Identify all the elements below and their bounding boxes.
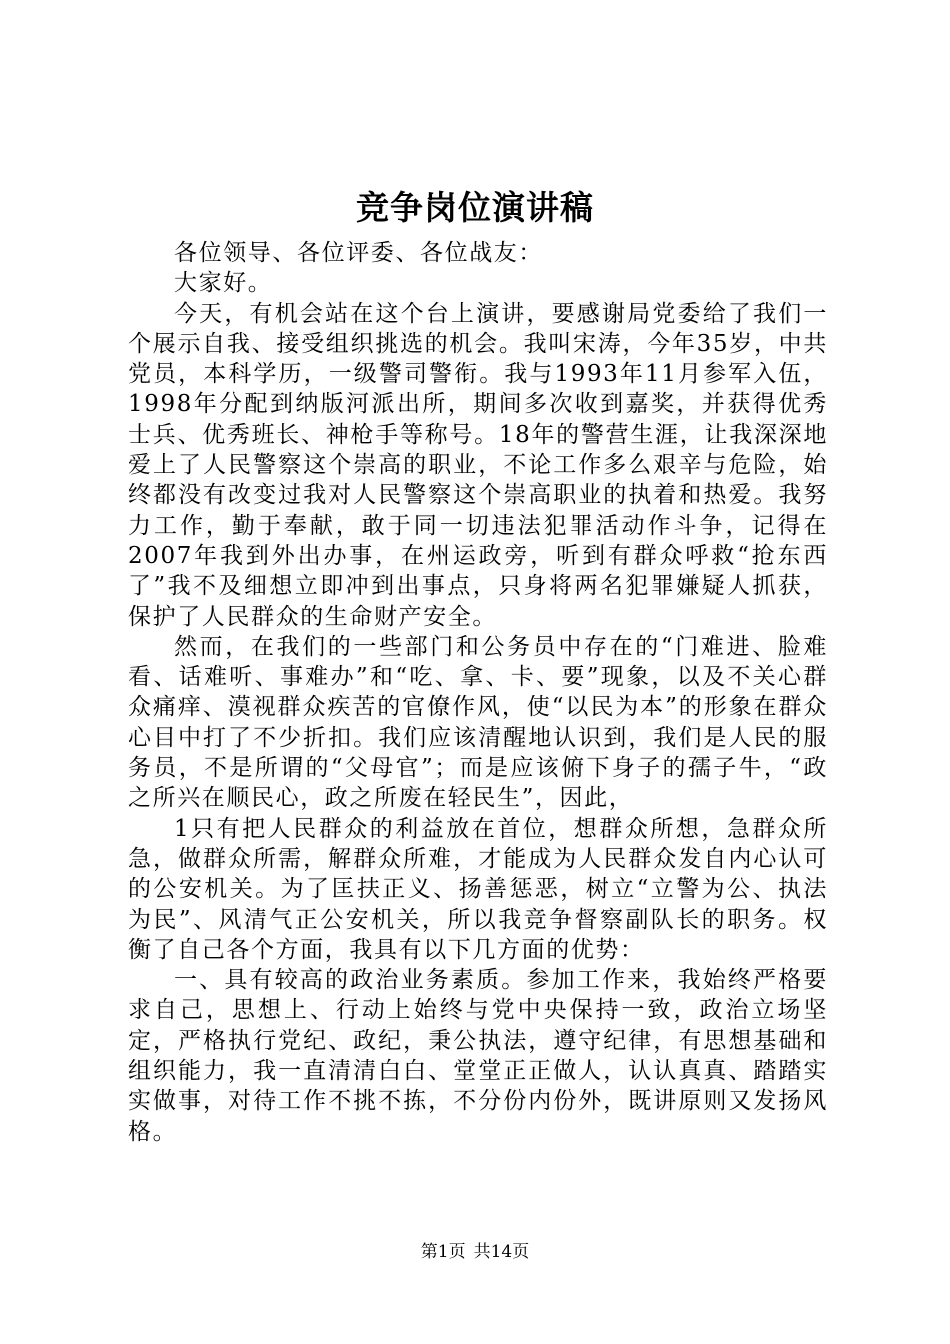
greeting-paragraph: 大家好。 [174,270,273,297]
body-paragraph: 然而，在我们的一些部门和公务员中存在的“门难进、脸难看、话难听、事难办”和“吃、拿、卡、要”现象，以及不关心群众痛痒、漠视群众疾苦的官僚作风，使“以民为本”的形象在群众心目中打了不少折扣。我们应该清醒地认识到，我们是人民的服务员，不是所谓的“父母官”；而是应该俯下身子的孺子牛，“政之所兴在顺民心，政之所废在轻民生”，因此， [128,633,828,812]
page-number: 第1页 [420,1242,466,1262]
body-paragraph: 1只有把人民群众的利益放在首位，想群众所想，急群众所急，做群众所需，解群众所难，才能成为人民群众发自内心认可的公安机关。为了匡扶正义、扬善惩恶，树立“立警为公、执法为民”、风清气正公安机关，所以我竞争督察副队长的职务。权衡了自己各个方面，我具有以下几方面的优势： [128,815,828,963]
document-body [128,238,828,1147]
document-title: 竞争岗位演讲稿 [356,188,594,227]
body-paragraph: 今天，有机会站在这个台上演讲，要感谢局党委给了我们一个展示自我、接受组织挑选的机会。我叫宋涛，今年35岁，中共党员，本科学历，一级警司警衔。我与1993年11月参军入伍，1998年分配到纳版河派出所，期间多次收到嘉奖，并获得优秀士兵、优秀班长、神枪手等称号。18年的警营生涯，让我深深地爱上了人民警察这个崇高的职业，不论工作多么艰辛与危险，始终都没有改变过我对人民警察这个崇高职业的执着和热爱。我努力工作，勤于奉献，敢于同一切违法犯罪活动作斗争，记得在2007年我到外出办事，在州运政旁，听到有群众呼救“抢东西了”我不及细想立即冲到出事点，只身将两名犯罪嫌疑人抓获，保护了人民群众的生命财产安全。 [128,300,828,630]
page-total: 共14页 [473,1242,530,1262]
body-paragraph: 一、具有较高的政治业务素质。参加工作来，我始终严格要求自己，思想上、行动上始终与党中央保持一致，政治立场坚定，严格执行党纪、政纪，秉公执法，遵守纪律，有思想基础和组织能力，我一直清清白白、堂堂正正做人，认认真真、踏踏实实做事，对待工作不挑不拣，不分份内份外，既讲原则又发扬风格。 [128,967,828,1145]
page-footer [0,1240,950,1264]
salutation-paragraph: 各位领导、各位评委、各位战友： [174,240,543,266]
